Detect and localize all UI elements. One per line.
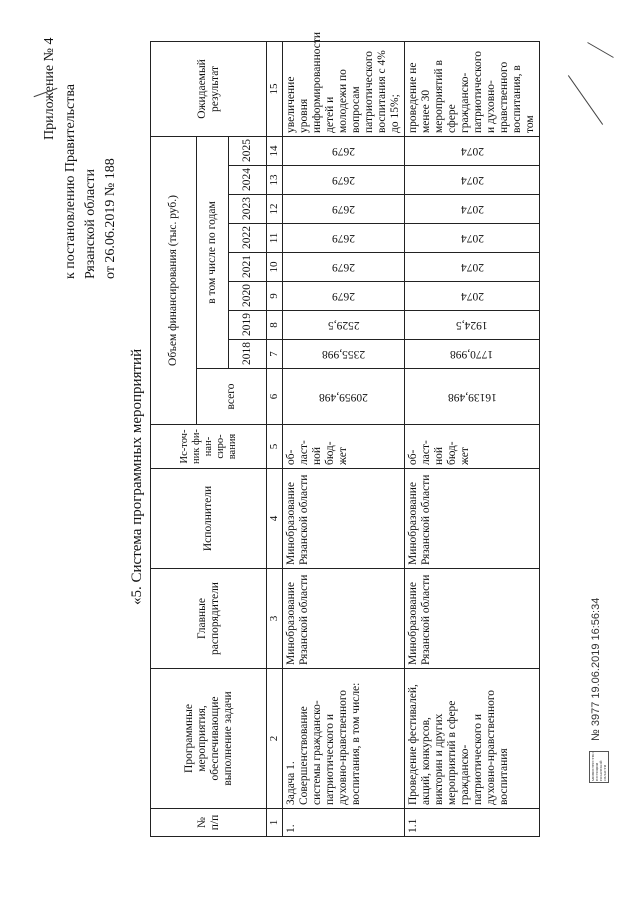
row-year-cell bbox=[283, 340, 405, 369]
col-number: 9 bbox=[267, 282, 283, 311]
header-year: 2019 bbox=[229, 311, 267, 340]
row-year-cell bbox=[283, 224, 405, 253]
appendix-number: Приложение № 4 bbox=[42, 37, 57, 140]
row-year-value: 1770,998 bbox=[450, 348, 494, 361]
row-year-cell bbox=[283, 282, 405, 311]
row-result: увеличение уровня информированности детей и молодежи по вопросам патриотического воспитания с 4% до 15%; bbox=[283, 41, 405, 136]
section-title: «5. Система программных мероприятий bbox=[129, 348, 145, 605]
row-year-value: 2679 bbox=[332, 203, 355, 216]
row-total: 16139,498 bbox=[447, 391, 497, 403]
appendix-line-2: Рязанской области bbox=[83, 168, 98, 279]
appendix-line-3: от 26.06.2019 № 188 bbox=[103, 158, 118, 279]
pen-mark bbox=[587, 42, 613, 58]
row-year-cell bbox=[283, 311, 405, 340]
row-year-cell bbox=[283, 195, 405, 224]
header-source: Ис-точ-ник фи-нан-сиро-вания bbox=[151, 425, 267, 469]
row-manager: Минобразование Рязанской области bbox=[405, 569, 540, 669]
row-year-value: 2679 bbox=[332, 232, 355, 245]
row-year-value: 1924,5 bbox=[456, 319, 488, 332]
measures-table bbox=[150, 31, 540, 837]
row-measure: Проведение фестивалей, акций, конкурсов, викторин и других мероприятий в сфере гражданско-патриотического и духовно-нравственного воспитания bbox=[405, 669, 540, 809]
header-executors: Исполнители bbox=[151, 469, 267, 569]
appendix-line-1: к постановлению Правительства bbox=[63, 83, 78, 279]
row-year-value: 2074 bbox=[460, 261, 484, 274]
row-num: 1.1 bbox=[405, 809, 540, 837]
col-number: 14 bbox=[267, 136, 283, 165]
col-number: 3 bbox=[267, 569, 283, 669]
row-year-value: 2074 bbox=[460, 174, 484, 187]
row-year-cell bbox=[405, 282, 540, 311]
header-result: Ожидаемый результат bbox=[151, 41, 267, 136]
header-funding: Объем финансирования (тыс. руб.) bbox=[151, 136, 197, 424]
header-year: 2024 bbox=[229, 166, 267, 195]
col-number: 5 bbox=[267, 425, 283, 469]
row-total-cell bbox=[283, 369, 405, 425]
row-year-value: 2074 bbox=[460, 232, 484, 245]
header-year: 2023 bbox=[229, 195, 267, 224]
header-year: 2025 bbox=[229, 136, 267, 165]
row-year-cell bbox=[405, 166, 540, 195]
pen-mark bbox=[568, 75, 603, 125]
row-source: об-ласт-ной бюд-жет bbox=[283, 425, 405, 469]
header-year: 2020 bbox=[229, 282, 267, 311]
col-number: 10 bbox=[267, 253, 283, 282]
row-year-value: 2679 bbox=[332, 290, 355, 303]
row-year-value: 2074 bbox=[460, 203, 484, 216]
col-number: 7 bbox=[267, 340, 283, 369]
row-year-value: 2529,5 bbox=[327, 319, 360, 332]
row-executor: Минобразование Рязанской области bbox=[283, 469, 405, 569]
header-year: 2018 bbox=[229, 340, 267, 369]
col-number: 1 bbox=[267, 809, 283, 837]
header-year: 2021 bbox=[229, 253, 267, 282]
row-source: об-ласт-ной бюд-жет bbox=[405, 425, 540, 469]
row-manager: Минобразование Рязанской области bbox=[283, 569, 405, 669]
row-year-value: 2074 bbox=[460, 145, 484, 158]
row-year-value: 2355,998 bbox=[321, 348, 366, 361]
row-total: 20959,498 bbox=[319, 391, 368, 403]
col-number: 4 bbox=[267, 469, 283, 569]
row-year-value: 2679 bbox=[332, 145, 355, 158]
header-year: 2022 bbox=[229, 224, 267, 253]
col-number: 8 bbox=[267, 311, 283, 340]
row-year-cell bbox=[283, 166, 405, 195]
row-num: 1. bbox=[283, 809, 405, 837]
table-row bbox=[283, 41, 405, 836]
row-year-cell bbox=[405, 253, 540, 282]
header-managers: Главные распорядители bbox=[151, 569, 267, 669]
row-result: проведение не менее 30 мероприятий в сфере гражданско-патриотического и духовно-нравственного воспитания, в том bbox=[405, 41, 540, 136]
col-number: 6 bbox=[267, 369, 283, 425]
row-total-cell bbox=[405, 369, 540, 425]
header-by-year: в том числе по годам bbox=[197, 136, 229, 368]
col-number: 13 bbox=[267, 166, 283, 195]
header-measures: Программные мероприятия, обеспечивающие выполнение задачи bbox=[151, 669, 267, 809]
stamp-text: МИНИСТЕРСТВО ЮСТИЦИИ РЯЗАНСКОЙ ОБЛАСТИ bbox=[591, 752, 607, 781]
row-year-cell bbox=[405, 136, 540, 165]
registration-mark: № 3977 19.06.2019 16:56:34 bbox=[590, 597, 602, 741]
row-year-value: 2679 bbox=[332, 261, 355, 274]
col-number: 12 bbox=[267, 195, 283, 224]
col-number: 15 bbox=[267, 41, 283, 136]
col-number: 2 bbox=[267, 669, 283, 809]
row-year-cell bbox=[405, 224, 540, 253]
row-year-value: 2679 bbox=[332, 174, 355, 187]
row-year-cell bbox=[405, 311, 540, 340]
row-executor: Минобразование Рязанской области bbox=[405, 469, 540, 569]
row-year-cell bbox=[283, 253, 405, 282]
col-number: 11 bbox=[267, 224, 283, 253]
row-year-value: 2074 bbox=[460, 290, 484, 303]
header-total: всего bbox=[197, 369, 267, 425]
registration-stamp bbox=[589, 751, 609, 783]
row-year-cell bbox=[405, 195, 540, 224]
header-num: № п/п bbox=[151, 809, 267, 837]
row-year-cell bbox=[283, 136, 405, 165]
row-year-cell bbox=[405, 340, 540, 369]
row-measure: Задача 1. Совершенствование системы гражданско-патриотического и духовно-нравственного воспитания, в том числе: bbox=[283, 669, 405, 809]
table-row bbox=[405, 41, 540, 836]
